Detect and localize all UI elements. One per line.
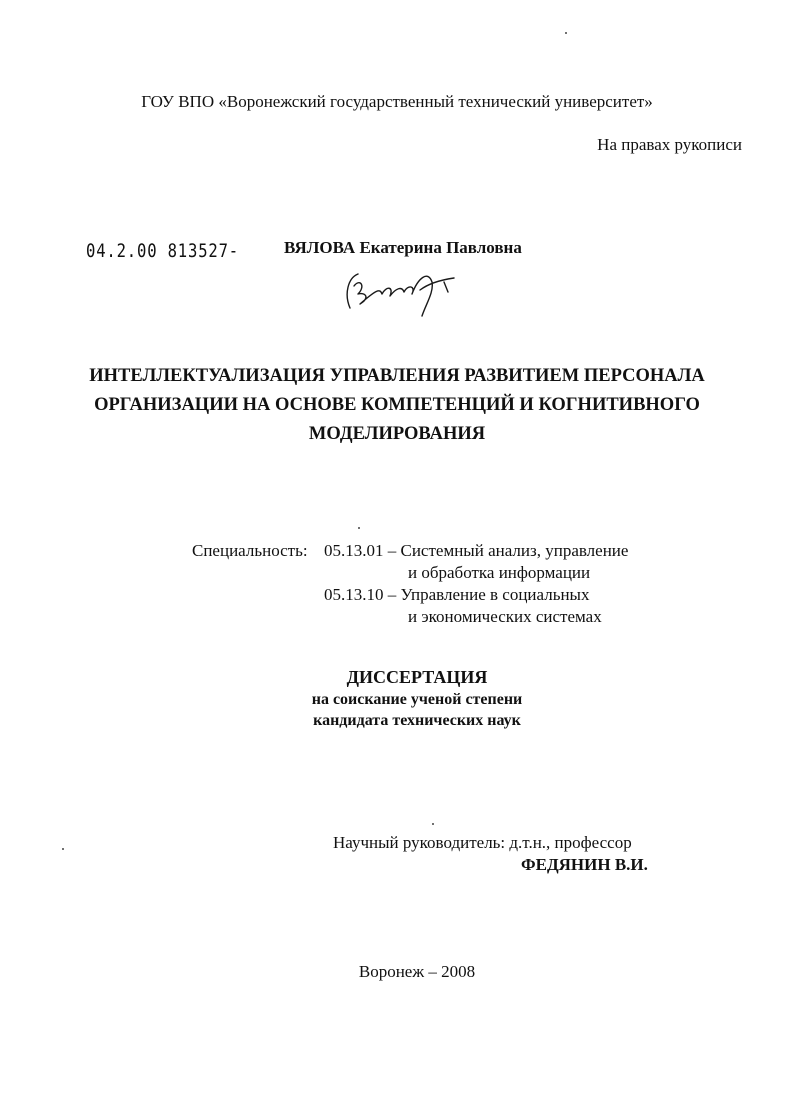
dissertation-title bbox=[0, 362, 794, 449]
degree-line: кандидата технических наук bbox=[313, 712, 521, 729]
specialty-continuation: и обработка информации bbox=[408, 563, 591, 582]
scan-speck bbox=[62, 848, 64, 850]
title-line: ИНТЕЛЛЕКТУАЛИЗАЦИЯ УПРАВЛЕНИЯ РАЗВИТИЕМ ПЕРСОНАЛА bbox=[89, 366, 705, 386]
author-signature bbox=[336, 264, 466, 320]
advisor-label: Научный руководитель: д.т.н., профессор bbox=[333, 833, 632, 852]
specialty-code: 05.13.01 – Системный анализ, управление bbox=[324, 541, 629, 560]
degree-block bbox=[0, 665, 794, 731]
scan-speck bbox=[565, 32, 567, 34]
library-stamp-number: 04.2.00 813527- bbox=[86, 240, 240, 262]
specialty-code: 05.13.10 – Управление в социальных bbox=[324, 585, 590, 604]
scan-speck bbox=[432, 823, 434, 825]
author-name: ВЯЛОВА Екатерина Павловна bbox=[284, 238, 522, 257]
specialty-continuation: и экономических системах bbox=[408, 607, 602, 626]
degree-line: на соискание ученой степени bbox=[311, 691, 523, 708]
scan-speck bbox=[358, 527, 360, 529]
title-line: МОДЕЛИРОВАНИЯ bbox=[308, 424, 486, 444]
rights-notice: На правах рукописи bbox=[597, 135, 742, 154]
organization-name: ГОУ ВПО «Воронежский государственный технический университет» bbox=[141, 92, 653, 111]
city-year: Воронеж – 2008 bbox=[358, 962, 476, 981]
title-line: ОРГАНИЗАЦИИ НА ОСНОВЕ КОМПЕТЕНЦИЙ И КОГНИТИВНОГО bbox=[94, 395, 700, 415]
specialty-label: Специальность: bbox=[192, 541, 308, 560]
advisor-name: ФЕДЯНИН В.И. bbox=[521, 855, 648, 874]
dissertation-heading: ДИССЕРТАЦИЯ bbox=[346, 667, 488, 687]
